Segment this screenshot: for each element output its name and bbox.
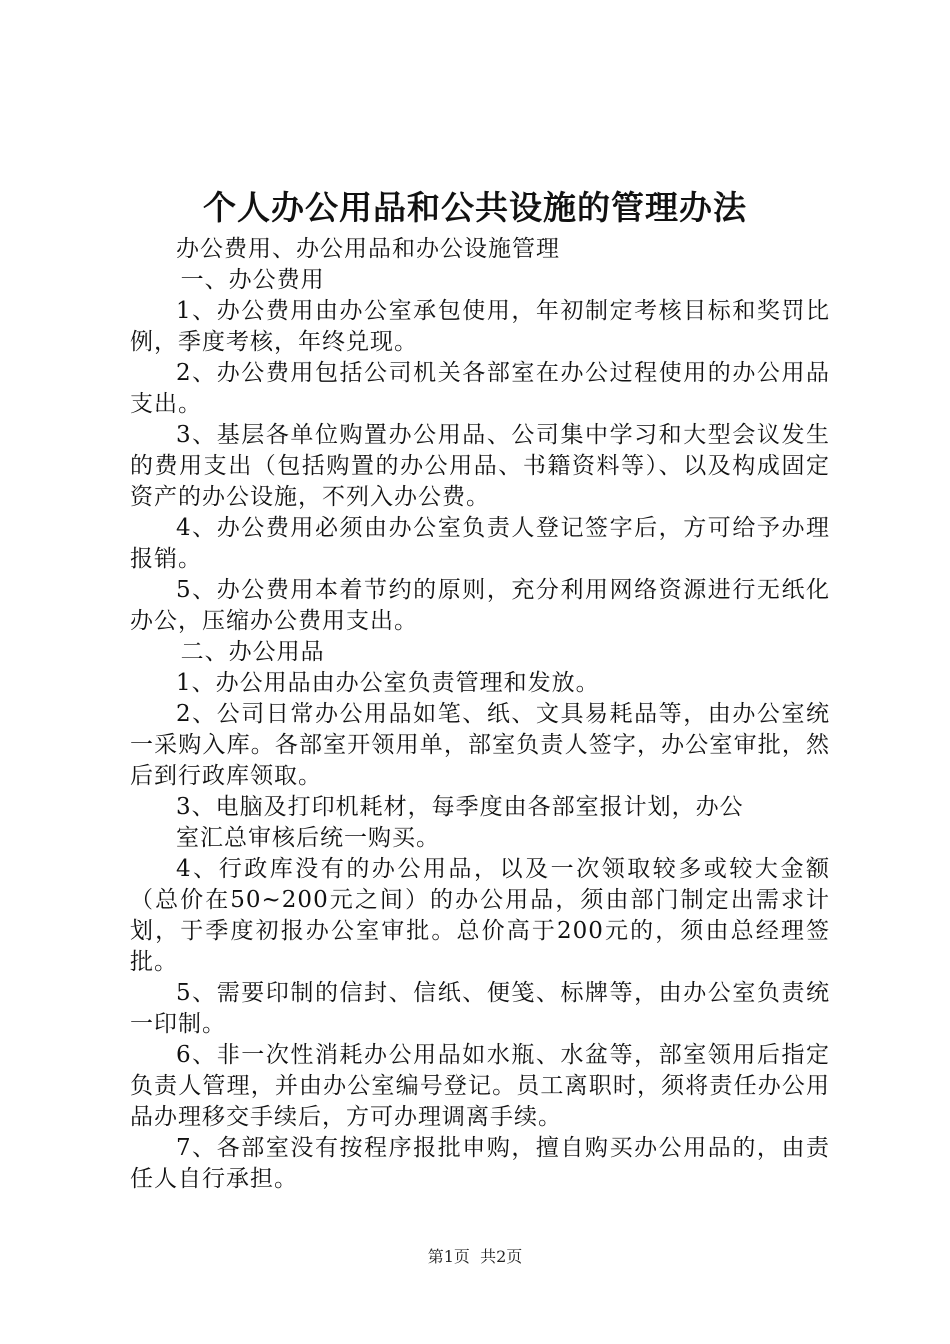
paragraph-supplies-1: 1、办公用品由办公室负责管理和发放。 (176, 670, 600, 696)
paragraph-expenses-4: 4、办公费用必须由办公室负责人登记签字后，方可给予办理报销。 (130, 515, 830, 572)
paragraph-supplies-4: 4、行政库没有的办公用品，以及一次领取较多或较大金额（总价在50~200元之间）的办公用品，须由部门制定出需求计划，于季度初报办公室审批。总价高于200元的，须由总经理签批。 (130, 856, 830, 975)
section-heading-office-expenses: 一、办公费用 (180, 267, 325, 293)
paragraph-supplies-2: 2、公司日常办公用品如笔、纸、文具易耗品等，由办公室统一采购入库。各部室开领用单，部室负责人签字，办公室审批，然后到行政库领取。 (130, 701, 830, 789)
page-footer (0, 1244, 950, 1267)
document-body (130, 234, 830, 1195)
paragraph-supplies-5: 5、需要印制的信封、信纸、便笺、标牌等，由办公室负责统一印制。 (130, 980, 830, 1037)
page-number: 第1页 (427, 1247, 470, 1266)
paragraph-expenses-5: 5、办公费用本着节约的原则，充分利用网络资源进行无纸化办公，压缩办公费用支出。 (130, 577, 830, 634)
paragraph-supplies-7: 7、各部室没有按程序报批申购，擅自购买办公用品的，由责任人自行承担。 (130, 1135, 830, 1192)
paragraph-expenses-2: 2、办公费用包括公司机关各部室在办公过程使用的办公用品支出。 (130, 360, 830, 417)
document-title: 个人办公用品和公共设施的管理办法 (203, 188, 747, 227)
paragraph-supplies-3: 3、电脑及打印机耗材，每季度由各部室报计划，办公 (176, 794, 744, 820)
paragraph-expenses-3: 3、基层各单位购置办公用品、公司集中学习和大型会议发生的费用支出（包括购置的办公用品、书籍资料等）、以及构成固定资产的办公设施，不列入办公费。 (130, 422, 830, 510)
paragraph-supplies-3-cont: 室汇总审核后统一购买。 (176, 825, 440, 851)
section-heading-office-supplies: 二、办公用品 (180, 639, 325, 665)
paragraph-supplies-6: 6、非一次性消耗办公用品如水瓶、水盆等，部室领用后指定负责人管理，并由办公室编号登记。员工离职时，须将责任办公用品办理移交手续后，方可办理调离手续。 (130, 1042, 830, 1130)
paragraph-expenses-1: 1、办公费用由办公室承包使用，年初制定考核目标和奖罚比例，季度考核，年终兑现。 (130, 298, 830, 355)
page-total: 共2页 (480, 1247, 523, 1266)
paragraph-intro: 办公费用、办公用品和办公设施管理 (176, 236, 560, 262)
